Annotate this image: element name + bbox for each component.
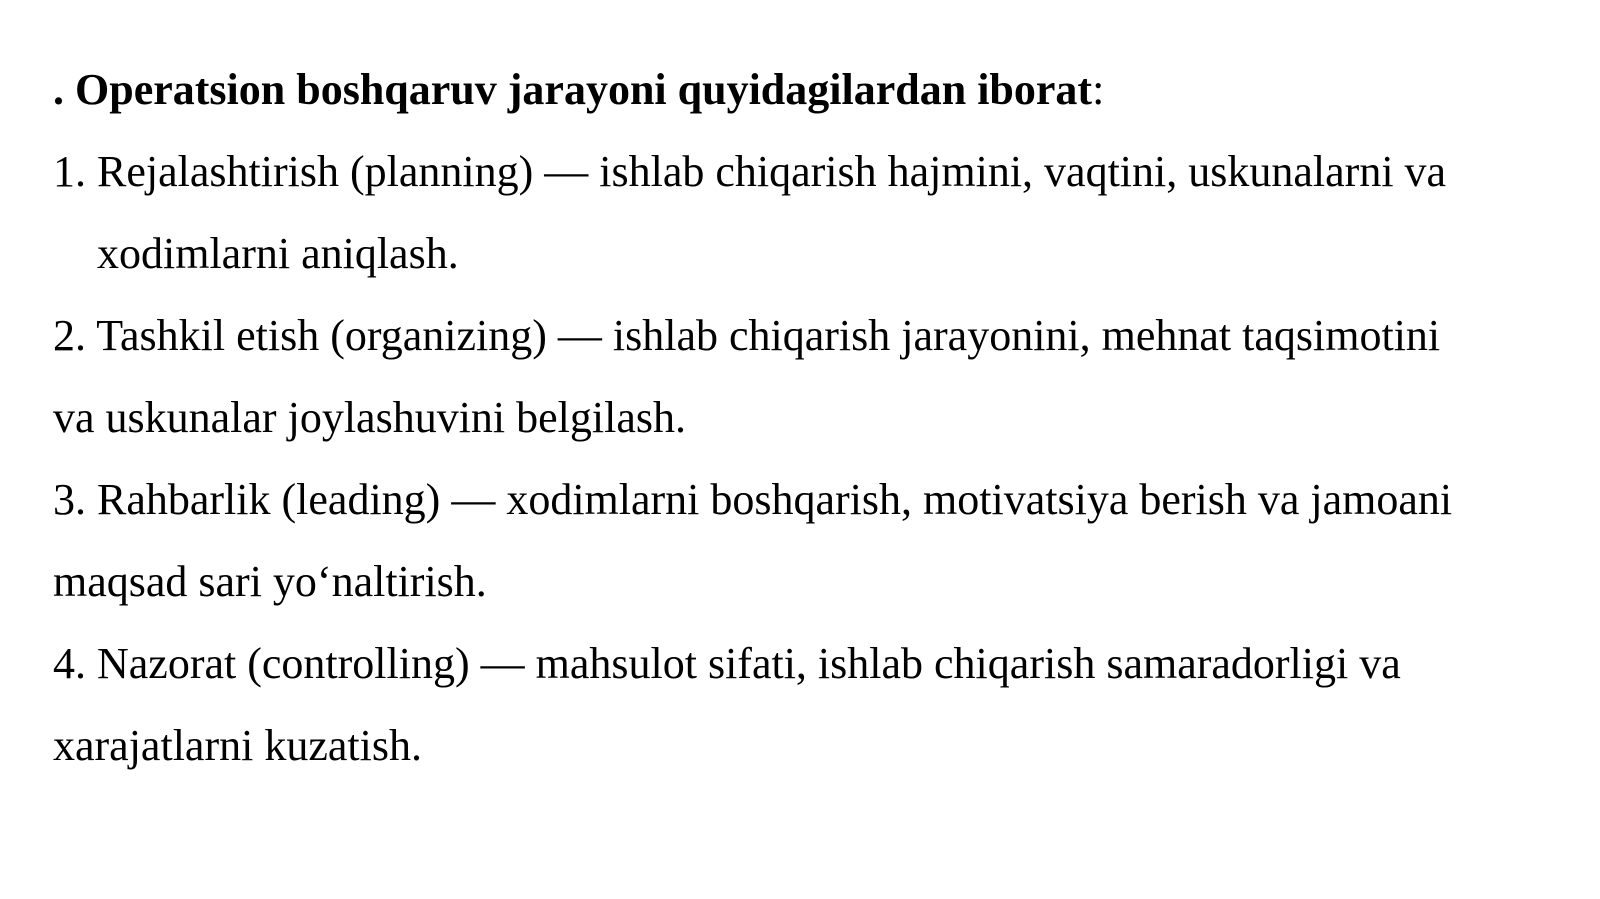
heading-bold-text: . Operatsion boshqaruv jarayoni quyidagilardan iborat xyxy=(53,65,1093,114)
heading-colon: : xyxy=(1092,65,1105,114)
slide-heading xyxy=(53,64,1104,116)
list-item-3-line-1: 3. Rahbarlik (leading) — xodimlarni boshqarish, motivatsiya berish va jamoani xyxy=(53,475,1453,524)
list-item-4-line-1: 4. Nazorat (controlling) — mahsulot sifati, ishlab chiqarish samaradorligi va xyxy=(53,639,1401,688)
list-item-1-line-1: 1. Rejalashtirish (planning) — ishlab chiqarish hajmini, vaqtini, uskunalarni va xyxy=(53,147,1447,196)
list-item-3-line-2: maqsad sari yo‘naltirish. xyxy=(53,557,487,606)
list-item-1-line-2: xodimlarni aniqlash. xyxy=(97,229,459,278)
list-item-2-line-1: 2. Tashkil etish (organizing) — ishlab chiqarish jarayonini, mehnat taqsimotini xyxy=(53,311,1441,360)
list-item-4-line-2: xarajatlarni kuzatish. xyxy=(53,721,422,770)
list-item-2-line-2: va uskunalar joylashuvini belgilash. xyxy=(53,393,686,442)
